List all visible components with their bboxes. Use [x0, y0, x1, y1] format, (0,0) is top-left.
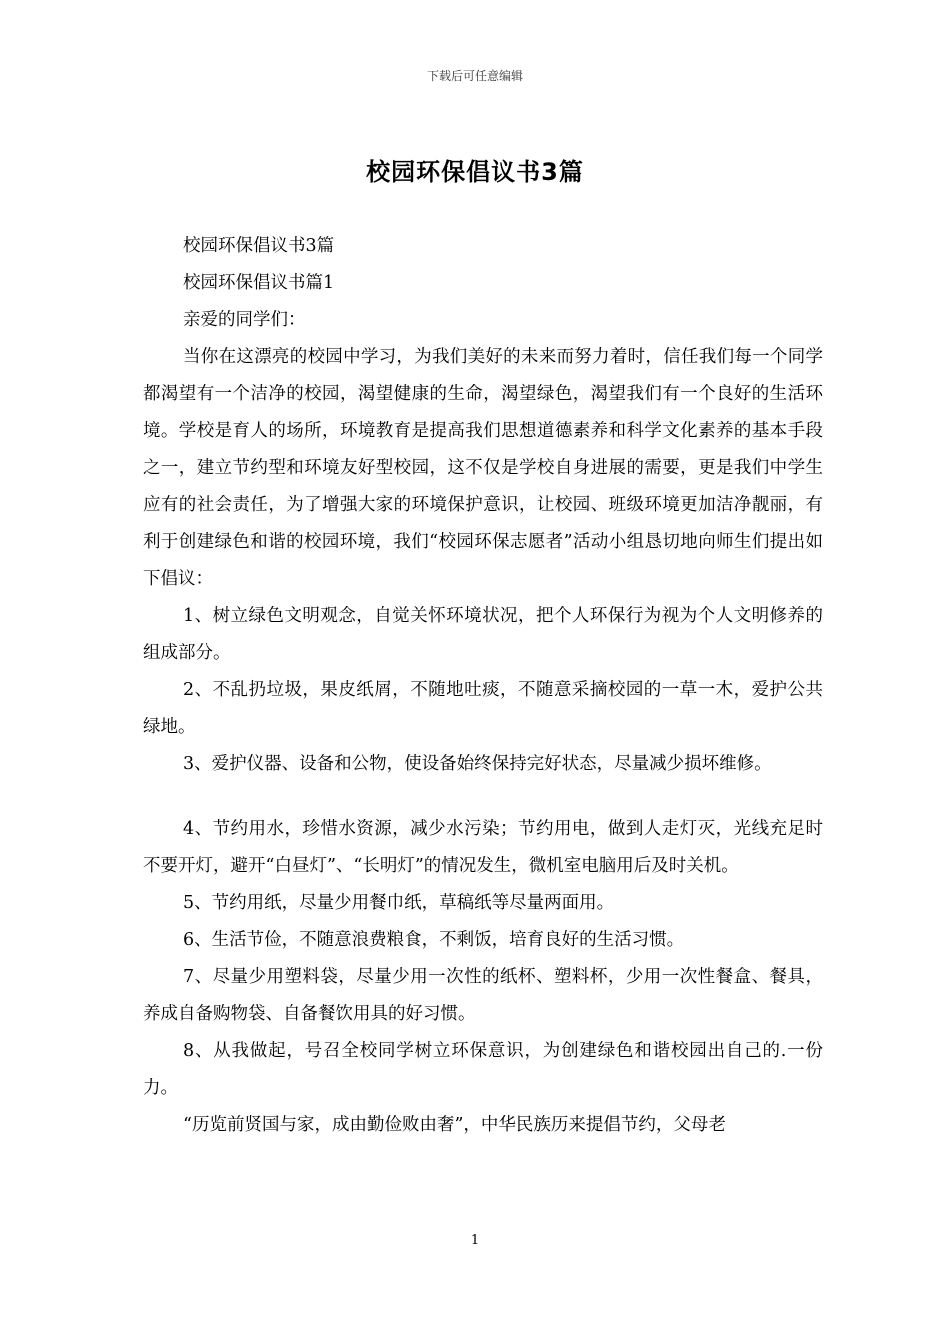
paragraph-item-5: 5、节约用纸，尽量少用餐巾纸，草稿纸等尽量两面用。 — [183, 893, 615, 913]
paragraph-item-2: 2、不乱扔垃圾，果皮纸屑，不随地吐痰，不随意采摘校园的一草一木，爱护公共绿地。 — [143, 680, 823, 737]
paragraph-item-4: 4、节约用水，珍惜水资源，减少水污染；节约用电，做到人走灯灭，光线充足时不要开灯，避开“白昼灯”、“长明灯”的情况发生，微机室电脑用后及时关机。 — [143, 819, 823, 876]
page-number: 1 — [470, 1233, 480, 1248]
download-note: 下载后可任意编辑 — [426, 69, 523, 83]
paragraph-subtitle: 校园环保倡议书3篇 — [183, 236, 335, 256]
paragraph-item-3: 3、爱护仪器、设备和公物，使设备始终保持完好状态，尽量减少损坏维修。 — [183, 754, 772, 774]
paragraph-intro: 当你在这漂亮的校园中学习，为我们美好的未来而努力着时，信任我们每一个同学都渴望有一个洁净的校园，渴望健康的生命，渴望绿色，渴望我们有一个良好的生活环境。学校是育人的场所，环境教育是提高我们思想道德素养和科学文化素养的基本手段之一，建立节约型和环境友好型校园，这不仅是学校自身进展的需要，更是我们中学生应有的社会责任，为了增强大家的环境保护意识，让校园、班级环境更加洁净靓丽，有利于创建绿色和谐的校园环境，我们“校园环保志愿者”活动小组恳切地向师生们提出如下倡议： — [143, 347, 823, 589]
paragraph-item-6: 6、生活节俭，不随意浪费粮食，不剩饭，培育良好的生活习惯。 — [183, 930, 685, 950]
paragraph-item-1: 1、树立绿色文明观念，自觉关怀环境状况，把个人环保行为视为个人文明修养的组成部分。 — [143, 606, 823, 663]
paragraph-item-7: 7、尽量少用塑料袋，尽量少用一次性的纸杯、塑料杯，少用一次性餐盒、餐具，养成自备购物袋、自备餐饮用具的好习惯。 — [143, 967, 823, 1024]
paragraph-salutation: 亲爱的同学们： — [183, 310, 306, 330]
paragraph-section-heading: 校园环保倡议书篇1 — [183, 273, 335, 293]
paragraph-item-8: 8、从我做起，号召全校同学树立环保意识，为创建绿色和谐校园出自己的.一份力。 — [143, 1041, 823, 1098]
document-body — [143, 228, 823, 1144]
paragraph-closing: “历览前贤国与家，成由勤俭败由奢”，中华民族历来提倡节约，父母老 — [183, 1115, 726, 1135]
document-title: 校园环保倡议书3篇 — [366, 158, 584, 186]
